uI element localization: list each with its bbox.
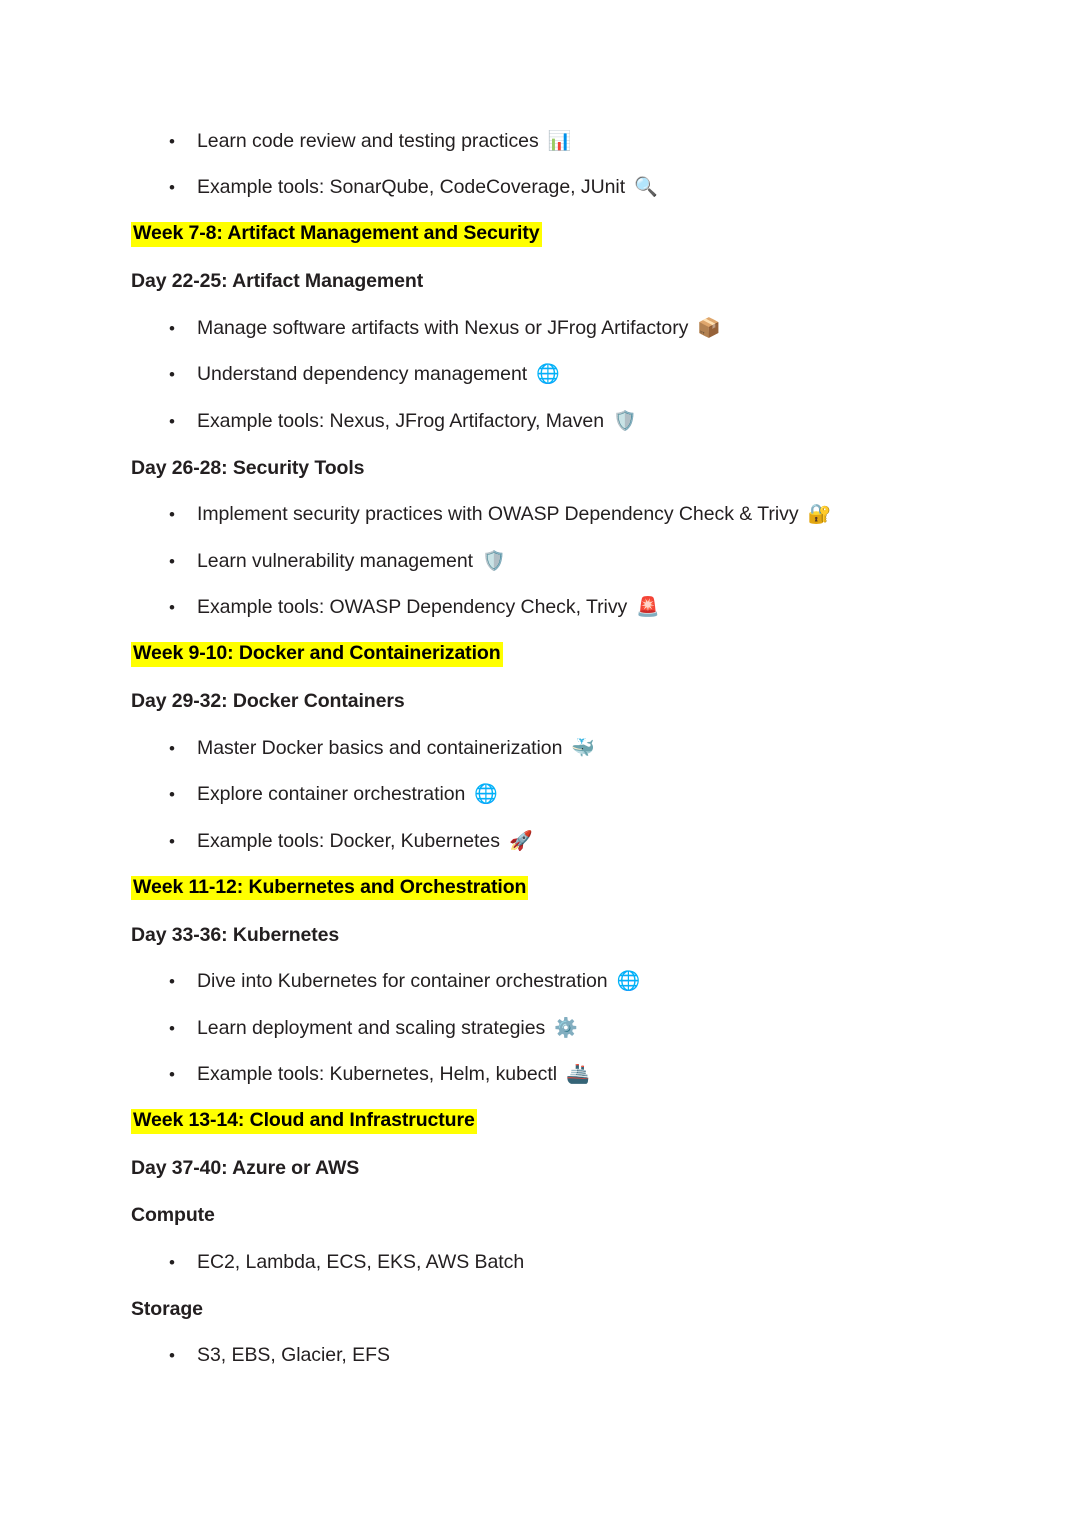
bullet-dot-icon: • (169, 178, 175, 198)
locked-padlock-emoji: 🔐 (807, 504, 832, 526)
list-item (131, 352, 958, 399)
package-emoji: 📦 (697, 317, 722, 339)
week-heading-text: Week 13-14: Cloud and Infrastructure (131, 1109, 477, 1134)
list-item (131, 305, 958, 352)
bullet-dot-icon: • (169, 505, 175, 525)
list-item-label: Explore container orchestration (197, 783, 466, 806)
shield-emoji: 🛡️ (482, 550, 506, 572)
week-heading (131, 865, 958, 912)
list-item (131, 1005, 958, 1052)
list-item-label: Manage software artifacts with Nexus or JFrog Artifactory (197, 316, 689, 339)
list-item (131, 959, 958, 1006)
bullet-dot-icon: • (169, 785, 175, 805)
globe-emoji: 🌐 (474, 784, 499, 806)
week-heading (131, 631, 958, 678)
bullet-dot-icon: • (169, 598, 175, 618)
day-heading: Storage (131, 1297, 203, 1320)
day-heading: Day 22-25: Artifact Management (131, 270, 424, 292)
list-item (131, 492, 958, 539)
bullet-dot-icon: • (169, 831, 175, 851)
bullet-dot-icon: • (169, 738, 175, 758)
week-heading-text: Week 11-12: Kubernetes and Orchestration (131, 876, 528, 901)
week-heading-text: Week 9-10: Docker and Containerization (131, 642, 503, 667)
day-heading: Day 29-32: Docker Containers (131, 690, 405, 712)
list-item-label: EC2, Lambda, ECS, EKS, AWS Batch (197, 1250, 525, 1273)
day-heading: Day 37-40: Azure or AWS (131, 1157, 360, 1179)
bullet-dot-icon: • (169, 1018, 175, 1038)
list-item-label: Implement security practices with OWASP Dependency Check & Trivy (197, 503, 799, 526)
list-item-label: Learn deployment and scaling strategies (197, 1016, 546, 1039)
shield-emoji: 🛡️ (613, 410, 637, 432)
bullet-dot-icon: • (169, 131, 175, 151)
siren-emoji: 🚨 (636, 597, 660, 619)
whale-emoji: 🐳 (571, 737, 596, 759)
ship-emoji: 🚢 (566, 1064, 590, 1086)
bullet-dot-icon: • (169, 365, 175, 385)
bullet-dot-icon: • (169, 1065, 175, 1085)
bullet-dot-icon: • (169, 1346, 175, 1366)
list-item (131, 818, 958, 865)
list-item (131, 538, 958, 585)
week-heading (131, 211, 958, 258)
globe-emoji: 🌐 (616, 971, 641, 993)
list-item-label: Example tools: Kubernetes, Helm, kubectl (197, 1063, 558, 1086)
list-item (131, 398, 958, 445)
gear-emoji: ⚙️ (554, 1017, 578, 1039)
list-item-label: Example tools: OWASP Dependency Check, Trivy (197, 596, 628, 619)
list-item-label: Example tools: SonarQube, CodeCoverage, JUnit (197, 176, 626, 199)
list-item-label: Dive into Kubernetes for container orchestration (197, 970, 608, 993)
globe-emoji: 🌐 (536, 364, 560, 386)
document-body (131, 118, 958, 1379)
list-item (131, 772, 958, 819)
bullet-dot-icon: • (169, 318, 175, 338)
list-item (131, 1333, 958, 1380)
bullet-dot-icon: • (169, 1252, 175, 1272)
magnifying-glass-emoji: 🔍 (634, 177, 658, 199)
bar-chart-emoji: 📊 (547, 130, 572, 152)
list-item-label: Understand dependency management (197, 363, 528, 386)
list-item-label: Learn code review and testing practices (197, 129, 539, 152)
bullet-dot-icon: • (169, 972, 175, 992)
day-heading: Compute (131, 1204, 215, 1226)
rocket-emoji: 🚀 (508, 830, 533, 852)
day-heading: Day 26-28: Security Tools (131, 456, 365, 479)
list-item-label: Master Docker basics and containerization (197, 736, 563, 759)
list-item (131, 165, 958, 212)
week-heading (131, 1098, 958, 1145)
list-item-label: Example tools: Nexus, JFrog Artifactory, Maven (197, 409, 604, 432)
bullet-dot-icon: • (169, 551, 175, 571)
list-item (131, 118, 958, 165)
list-item-label: S3, EBS, Glacier, EFS (197, 1344, 390, 1367)
list-item (131, 585, 958, 632)
list-item-label: Example tools: Docker, Kubernetes (197, 829, 500, 852)
list-item (131, 725, 958, 772)
day-heading: Day 33-36: Kubernetes (131, 923, 340, 946)
list-item-label: Learn vulnerability management (197, 549, 473, 572)
week-heading-text: Week 7-8: Artifact Management and Security (131, 222, 542, 247)
list-item (131, 1239, 958, 1286)
list-item (131, 1052, 958, 1099)
bullet-dot-icon: • (169, 411, 175, 431)
